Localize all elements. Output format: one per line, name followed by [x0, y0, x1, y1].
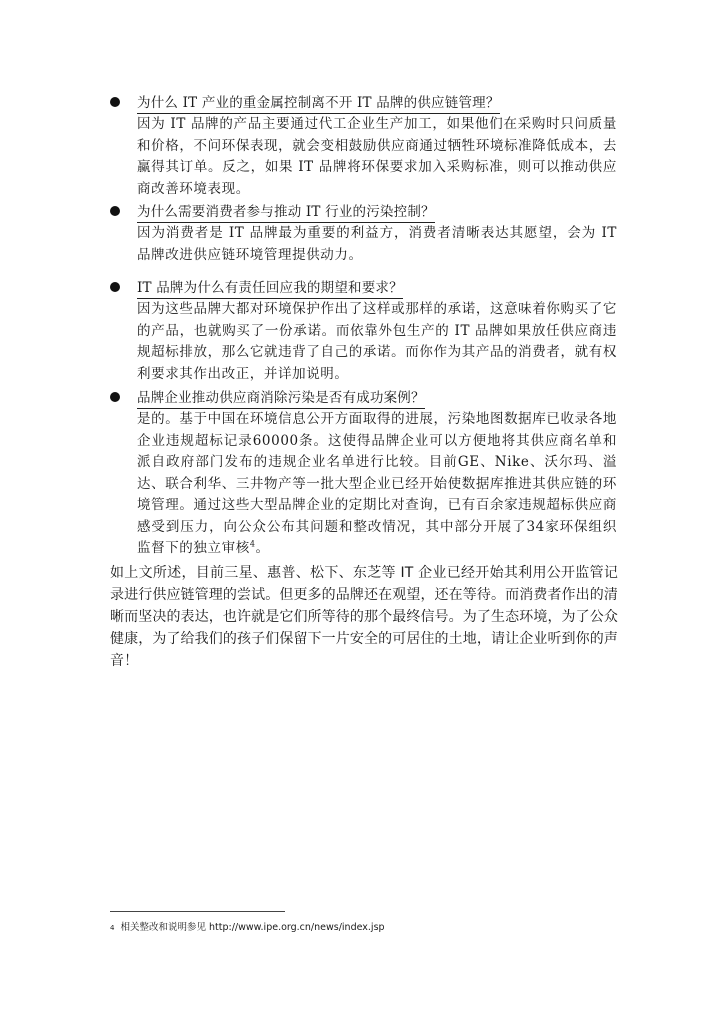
footnote-reference[interactable]: 4: [249, 539, 256, 549]
qa-item-1: [110, 92, 618, 200]
bullet-icon: [110, 206, 120, 216]
footnote-number: 4: [110, 924, 115, 932]
footnote-text: 相关整改和说明参见 http://www.ipe.org.cn/news/index.jsp: [120, 922, 385, 933]
footnote-divider: [110, 911, 285, 912]
conclusion-paragraph: 如上文所述，目前三星、惠普、松下、东芝等 IT 企业已经开始其利用公开监管记录进行供应链管理的尝试。但更多的品牌还在观望，还在等待。而消费者作出的清晰而坚决的表达，也许就是它们所等待的那个最终信号。为了生态环境，为了公众健康，为了给我们的孩子们保留下一片安全的可居住的土地，请让企业听到你的声音！: [110, 565, 618, 669]
answer-paragraph: 因为消费者是 IT 品牌最为重要的利益方，消费者清晰表达其愿望，会为 IT 品牌改进供应链环境管理提供动力。: [137, 225, 617, 263]
answer-paragraph: 因为 IT 品牌的产品主要通过代工企业生产加工，如果他们在采购时只问质量和价格，不问环保表现，就会变相鼓励供应商通过牺牲环境标准降低成本，去赢得其订单。反之，如果 IT 品牌将环保要求加入采购标准，则可以推动供应商改善环境表现。: [137, 116, 617, 197]
question-heading: IT 品牌为什么有责任回应我的期望和要求？: [137, 278, 403, 299]
question-heading: 为什么需要消费者参与推动 IT 行业的污染控制？: [137, 202, 435, 223]
answer-end: 。: [255, 540, 270, 556]
qa-item-3: [110, 277, 618, 385]
bullet-icon: [110, 97, 120, 107]
bullet-icon: [110, 282, 120, 292]
answer-text: 是的。基于中国在环境信息公开方面取得的进展，污染地图数据库已收录各地企业违规超标记录60000条。这使得品牌企业可以方便地将其供应商名单和派自政府部门发布的违规企业名单进行比较。目前GE、Nike、沃尔玛、溢达、联合利华、三井物产等一批大型企业已经开始使数据库推进其供应链的环境管理。通过这些大型品牌企业的定期比对查询，已有百余家违规超标供应商感受到压力，向公众公布其问题和整改情况，其中部分开展了34家环保组织监督下的独立审核: [137, 411, 617, 556]
answer-paragraph: [137, 409, 617, 560]
qa-item-2: [110, 201, 618, 266]
answer-paragraph: 因为这些品牌大都对环境保护作出了这样或那样的承诺，这意味着你购买了它的产品，也就购买了一份承诺。而依靠外包生产的 IT 品牌如果放任供应商违规超标排放，那么它就违背了自己的承诺。而你作为其产品的消费者，就有权利要求其作出改正，并详加说明。: [137, 301, 617, 382]
question-heading: 为什么 IT 产业的重金属控制离不开 IT 品牌的供应链管理？: [137, 93, 500, 114]
qa-item-4: [110, 387, 618, 560]
footnote: [110, 921, 385, 935]
question-heading: 品牌企业推动供应商消除污染是否有成功案例？: [137, 388, 425, 409]
bullet-icon: [110, 392, 120, 402]
